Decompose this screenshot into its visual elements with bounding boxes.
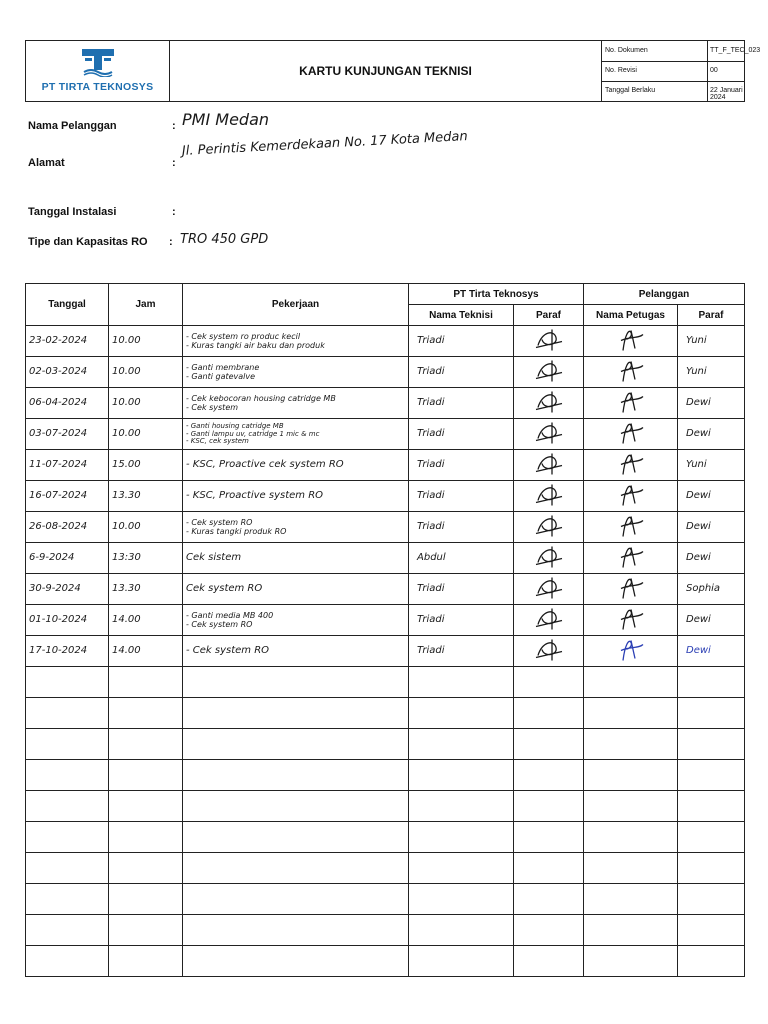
pekerjaan-line: - Cek system RO (186, 620, 253, 629)
signature-mark (532, 452, 566, 479)
pekerjaan-line: - KSC, Proactive system RO (186, 490, 324, 501)
empty-table-row (26, 791, 745, 822)
cell-tanggal: 03-07-2024 (26, 419, 109, 450)
cell-jam: 10.00 (109, 512, 183, 543)
cell-pekerjaan (183, 574, 409, 605)
table-row (26, 543, 745, 574)
meta-value: 00 (710, 67, 718, 74)
cell-nama-petugas (584, 326, 678, 357)
cell-nama-teknisi: Triadi (409, 450, 514, 481)
cell-nama-teknisi: Abdul (409, 543, 514, 574)
col-tanggal: Tanggal (26, 284, 109, 326)
cell-paraf-teknisi (514, 357, 584, 388)
meta-row (602, 61, 744, 82)
cell-paraf-pelanggan: Yuni (678, 326, 745, 357)
cell-paraf-teknisi (514, 543, 584, 574)
cell-nama-petugas (584, 543, 678, 574)
tanggal-instalasi-label: Tanggal Instalasi (28, 206, 117, 218)
signature-mark (613, 637, 649, 666)
cell-pekerjaan (183, 357, 409, 388)
cell-paraf-pelanggan: Dewi (678, 636, 745, 667)
empty-table-row (26, 698, 745, 729)
signature-mark (532, 390, 566, 417)
cell-nama-petugas (584, 574, 678, 605)
signature-mark (613, 482, 649, 511)
empty-table-row (26, 822, 745, 853)
signature-mark (613, 544, 649, 573)
cell-nama-petugas (584, 419, 678, 450)
empty-table-row (26, 915, 745, 946)
cell-nama-teknisi: Triadi (409, 574, 514, 605)
cell-paraf-teknisi (514, 450, 584, 481)
cell-paraf-teknisi (514, 326, 584, 357)
pekerjaan-line: - KSC, cek system (186, 436, 249, 445)
cell-jam: 10.00 (109, 357, 183, 388)
alamat-value: Jl. Perintis Kemerdekaan No. 17 Kota Medan (181, 129, 469, 159)
pekerjaan-line: - Ganti media MB 400 (186, 611, 274, 620)
cell-paraf-teknisi (514, 512, 584, 543)
table-row (26, 326, 745, 357)
empty-table-row (26, 667, 745, 698)
pekerjaan-line: - Cek kebocoran housing catridge MB (186, 394, 336, 403)
pekerjaan-line: - Ganti membrane (186, 363, 260, 372)
cell-paraf-pelanggan: Dewi (678, 605, 745, 636)
pekerjaan-line: - Cek system RO (186, 645, 270, 656)
pekerjaan-line: Cek sistem (186, 552, 242, 563)
pekerjaan-line: - Ganti housing catridge MB (186, 421, 284, 430)
signature-mark (532, 514, 566, 541)
cell-pekerjaan (183, 326, 409, 357)
document-title: KARTU KUNJUNGAN TEKNISI (170, 41, 602, 101)
cell-pekerjaan (183, 636, 409, 667)
pekerjaan-line: - KSC, Proactive cek system RO (186, 459, 344, 470)
cell-jam: 15.00 (109, 450, 183, 481)
cell-jam: 10.00 (109, 419, 183, 450)
nama-pelanggan-value: PMI Medan (182, 110, 270, 129)
cell-nama-teknisi: Triadi (409, 326, 514, 357)
cell-nama-teknisi: Triadi (409, 388, 514, 419)
cell-paraf-pelanggan: Sophia (678, 574, 745, 605)
col-nama-teknisi: Nama Teknisi (409, 305, 514, 326)
meta-row (602, 41, 761, 62)
cell-paraf-teknisi (514, 636, 584, 667)
table-row (26, 636, 745, 667)
cell-nama-petugas (584, 605, 678, 636)
company-name: PT TIRTA TEKNOSYS (41, 81, 154, 93)
cell-paraf-pelanggan: Dewi (678, 512, 745, 543)
cell-paraf-teknisi (514, 605, 584, 636)
cell-jam: 14.00 (109, 605, 183, 636)
pekerjaan-line: - Cek system (186, 403, 239, 412)
cell-tanggal: 6-9-2024 (26, 543, 109, 574)
cell-tanggal: 16-07-2024 (26, 481, 109, 512)
visit-card-page: PT TIRTA TEKNOSYS KARTU KUNJUNGAN TEKNISI No. Dokumen TT_F_TEC_023 No. Revisi 00 Tanggal Berlaku 22 Januari 2024 Nama Pelanggan : PMI Medan Alamat : Jl. Perintis Kemerdekaan No. 17 Kota Medan Tanggal Instalasi : Tipe dan Kapasitas RO : TRO 450 GPD Tanggal Jam Pekerjaan PT Tirta Teknosys Pelanggan Nama Teknisi Paraf Nama Petugas Paraf 23-02-2024 10.00 - Cek system ro produc kecil - Kuras tangki air baku dan produk Triadi Yuni 02-03-2024 10.00 - Ganti membrane - Ganti gatevalve Triadi Yuni 06-04-2024 10.00 - Cek kebocoran housing catridge MB - Cek system Triadi Dewi 03-07-2024 10.00 - Ganti housing catridge MB - Ganti lampu uv, catridge 1 mic & mc - KSC, cek system Triadi Dewi 11-07-2024 15.00 - KSC, Proactive cek system RO Triadi Yuni 16-07-2024 13.30 - KSC, Proactive system RO Triadi Dewi 26-08-2024 10.00 - Cek system RO - Kuras tangki produk RO Triadi Dewi 6-9-2024 13:30 Cek sistem Abdul Dewi 30-9-2024 13.30 Cek system RO Triadi Sophia 01-10-2024 14.00 - Ganti media MB 400 - Cek system RO Triadi Dewi 17-10-2024 14.00 - Cek system RO Triadi Dewi (0, 0, 768, 1024)
signature-mark (532, 545, 566, 572)
signature-mark (613, 327, 649, 356)
cell-paraf-pelanggan: Dewi (678, 388, 745, 419)
cell-nama-petugas (584, 450, 678, 481)
cell-paraf-pelanggan: Dewi (678, 481, 745, 512)
cell-paraf-teknisi (514, 574, 584, 605)
empty-table-row (26, 884, 745, 915)
cell-paraf-teknisi (514, 388, 584, 419)
col-nama-petugas: Nama Petugas (584, 305, 678, 326)
empty-table-row (26, 729, 745, 760)
cell-jam: 13:30 (109, 543, 183, 574)
table-row (26, 388, 745, 419)
cell-nama-petugas (584, 636, 678, 667)
document-header (25, 40, 761, 102)
meta-label: No. Revisi (605, 67, 637, 74)
signature-mark (532, 607, 566, 634)
signature-mark (532, 483, 566, 510)
cell-nama-teknisi: Triadi (409, 605, 514, 636)
signature-mark (613, 358, 649, 387)
pekerjaan-line: Cek system RO (186, 583, 263, 594)
pekerjaan-line: - Kuras tangki produk RO (186, 527, 287, 536)
cell-tanggal: 01-10-2024 (26, 605, 109, 636)
cell-pekerjaan (183, 512, 409, 543)
cell-tanggal: 17-10-2024 (26, 636, 109, 667)
signature-mark (613, 575, 649, 604)
cell-pekerjaan (183, 543, 409, 574)
cell-jam: 10.00 (109, 326, 183, 357)
meta-label: Tanggal Berlaku (605, 87, 656, 94)
col-jam: Jam (109, 284, 183, 326)
visit-log-body (26, 326, 745, 977)
cell-pekerjaan (183, 419, 409, 450)
pekerjaan-line: - Kuras tangki air baku dan produk (186, 341, 325, 350)
cell-tanggal: 06-04-2024 (26, 388, 109, 419)
cell-jam: 14.00 (109, 636, 183, 667)
cell-nama-teknisi: Triadi (409, 481, 514, 512)
pekerjaan-line: - Cek system ro produc kecil (186, 332, 301, 341)
empty-table-row (26, 853, 745, 884)
table-row (26, 512, 745, 543)
cell-pekerjaan (183, 388, 409, 419)
cell-nama-petugas (584, 388, 678, 419)
cell-nama-petugas (584, 481, 678, 512)
company-logo-cell (26, 41, 170, 101)
signature-mark (613, 451, 649, 480)
signature-mark (532, 328, 566, 355)
pekerjaan-line: - Cek system RO (186, 518, 253, 527)
cell-jam: 13.30 (109, 481, 183, 512)
col-pekerjaan: Pekerjaan (183, 284, 409, 326)
table-row (26, 605, 745, 636)
cell-nama-teknisi: Triadi (409, 512, 514, 543)
cell-nama-teknisi: Triadi (409, 636, 514, 667)
meta-row (602, 81, 744, 101)
table-row (26, 481, 745, 512)
cell-paraf-pelanggan: Dewi (678, 543, 745, 574)
cell-paraf-pelanggan: Yuni (678, 357, 745, 388)
signature-mark (613, 420, 649, 449)
col-paraf-pelanggan: Paraf (678, 305, 745, 326)
tipe-label: Tipe dan Kapasitas RO (28, 236, 148, 248)
cell-tanggal: 11-07-2024 (26, 450, 109, 481)
meta-value: 22 Januari 2024 (710, 87, 743, 101)
pekerjaan-line: - Ganti gatevalve (186, 372, 256, 381)
col-group-pelanggan: Pelanggan (584, 284, 745, 305)
cell-tanggal: 30-9-2024 (26, 574, 109, 605)
signature-mark (613, 606, 649, 635)
alamat-label: Alamat (28, 157, 65, 169)
signature-mark (613, 513, 649, 542)
cell-nama-petugas (584, 357, 678, 388)
col-paraf-teknisi: Paraf (514, 305, 584, 326)
cell-pekerjaan (183, 605, 409, 636)
company-logo-icon (81, 47, 115, 77)
cell-nama-petugas (584, 512, 678, 543)
table-row (26, 450, 745, 481)
table-row (26, 419, 745, 450)
cell-tanggal: 26-08-2024 (26, 512, 109, 543)
cell-paraf-pelanggan: Yuni (678, 450, 745, 481)
signature-mark (532, 576, 566, 603)
signature-mark (532, 421, 566, 448)
cell-nama-teknisi: Triadi (409, 357, 514, 388)
signature-mark (613, 389, 649, 418)
col-group-pt: PT Tirta Teknosys (409, 284, 584, 305)
meta-label: No. Dokumen (605, 47, 648, 54)
signature-mark (532, 638, 566, 665)
pekerjaan-line: - Ganti lampu uv, catridge 1 mic & mc (186, 429, 320, 438)
cell-pekerjaan (183, 450, 409, 481)
empty-table-row (26, 760, 745, 791)
cell-pekerjaan (183, 481, 409, 512)
empty-table-row (26, 946, 745, 977)
cell-paraf-teknisi (514, 481, 584, 512)
table-row (26, 574, 745, 605)
cell-paraf-teknisi (514, 419, 584, 450)
table-row (26, 357, 745, 388)
cell-jam: 13.30 (109, 574, 183, 605)
signature-mark (532, 359, 566, 386)
nama-pelanggan-label: Nama Pelanggan (28, 120, 117, 132)
visit-log-table (25, 283, 745, 977)
document-meta (602, 41, 761, 101)
cell-paraf-pelanggan: Dewi (678, 419, 745, 450)
cell-tanggal: 23-02-2024 (26, 326, 109, 357)
cell-nama-teknisi: Triadi (409, 419, 514, 450)
cell-tanggal: 02-03-2024 (26, 357, 109, 388)
meta-value: TT_F_TEC_023 (710, 47, 761, 54)
tipe-value: TRO 450 GPD (180, 232, 269, 247)
cell-jam: 10.00 (109, 388, 183, 419)
